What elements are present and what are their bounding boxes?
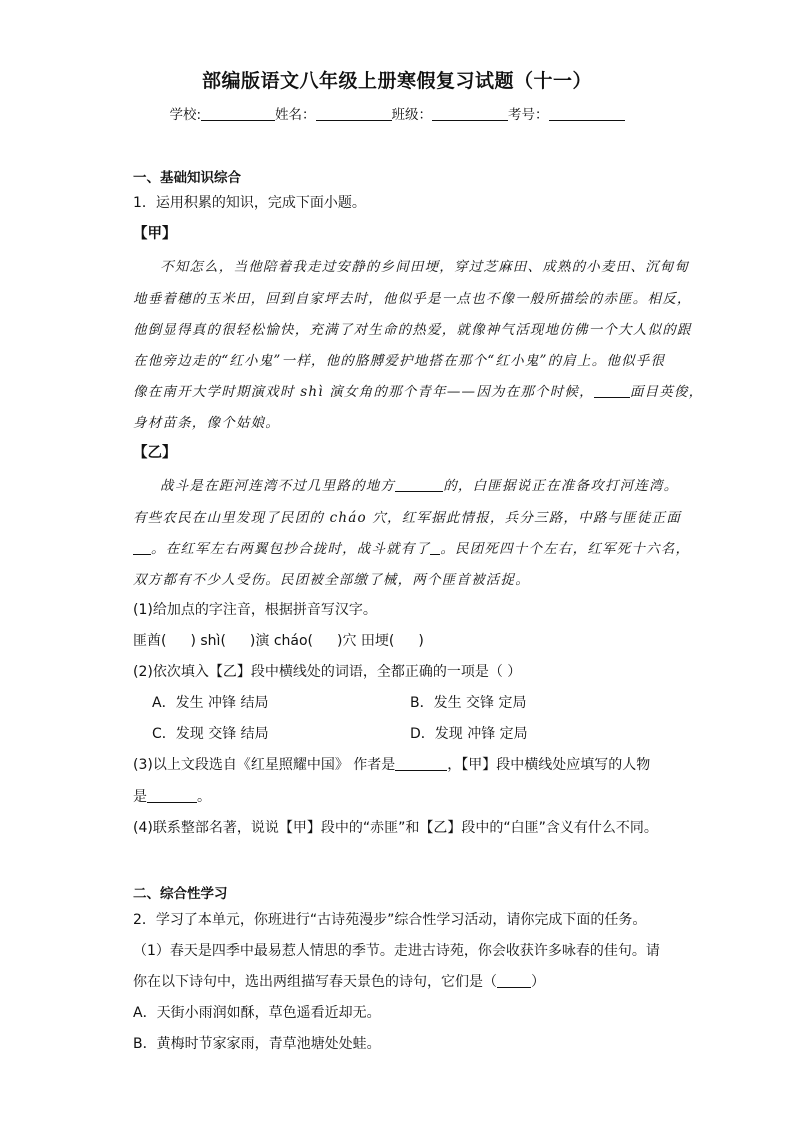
person-blank[interactable]	[147, 788, 197, 803]
item-close: )	[418, 633, 424, 649]
school-blank[interactable]	[201, 106, 275, 121]
jia-line-2: 地垂着穗的玉米田，回到自家坪去时，他似乎是一点也不像一般所描绘的赤匪。相反，	[133, 291, 692, 307]
yi-blank-2[interactable]	[133, 540, 151, 555]
page-title: 部编版语文八年级上册寒假复习试题（十一）	[201, 70, 592, 92]
section1-heading: 一、基础知识综合	[133, 170, 241, 186]
q2-1-line-1: （1）春天是四季中最易惹人情思的季节。走进古诗苑，你会收获许多咏春的佳句。请	[133, 943, 660, 959]
yi-line-1	[160, 474, 678, 494]
option-c[interactable]: C．发现 交锋 结局	[152, 726, 269, 742]
q2-stem: 2．学习了本单元，你班进行“古诗苑漫步”综合性学习活动，请你完成下面的任务。	[133, 912, 647, 928]
exam-no-label: 考号：	[508, 107, 549, 123]
option-a[interactable]: A．发生 冲锋 结局	[152, 695, 269, 711]
yi-blank-1[interactable]	[395, 477, 443, 492]
sub-question-1: (1)给加点的字注音，根据拼音写汉字。	[133, 602, 377, 618]
item-chao: )演 cháo(	[249, 633, 313, 649]
jia-line-1: 不知怎么，当他陪着我走过安静的乡间田埂，穿过芝麻田、成熟的小麦田、沉甸甸	[160, 259, 690, 275]
sub3-text-b: ，【甲】段中横线处应填写的人物	[447, 757, 651, 773]
jia-line-4: 在他旁边走的“红小鬼”一样，他的胳膊爱护地搭在那个“红小鬼”的肩上。他似乎很	[133, 353, 666, 369]
jia-line-5-text: 像在南开大学时期演戏时 shì 演女角的那个青年——因为在那个时候，	[133, 384, 594, 400]
sub3-text-d: 。	[197, 789, 211, 805]
yi-line-1-text: 战斗是在距河连湾不过几里路的地方	[160, 478, 396, 494]
q1-stem: 1．运用积累的知识，完成下面小题。	[133, 195, 366, 211]
sub-question-3-line-2	[133, 786, 211, 806]
option-b[interactable]: B．发生 交锋 定局	[410, 695, 527, 711]
yi-line-2: 有些农民在山里发现了民团的 cháo 穴，红军据此情报，兵分三路，中路与匪徒正面	[133, 510, 682, 526]
jia-line-5	[133, 380, 703, 400]
section2-heading: 二、综合性学习	[133, 886, 228, 902]
school-label: 学校:	[169, 107, 202, 123]
yi-line-4: 双方都有不少人受伤。民团被全部缴了械，两个匪首被活捉。	[133, 572, 530, 588]
sub3-text-a: (3)以上文段选自《红星照耀中国》 作者是	[133, 757, 396, 773]
jia-person-blank[interactable]	[594, 383, 630, 398]
sub-question-1-items	[133, 630, 424, 650]
student-info-line	[0, 103, 794, 123]
q2-option-a[interactable]: A．天街小雨润如酥，草色遥看近却无。	[133, 1005, 381, 1021]
class-blank[interactable]	[432, 106, 508, 121]
yi-line-3-text: 。在红军左右两翼包抄合拢时，战斗就有了	[151, 541, 431, 557]
q2-1-close: ）	[531, 974, 545, 990]
sub3-text-c: 是	[133, 789, 147, 805]
q2-1-line-2	[133, 971, 545, 991]
sub-question-2: (2)依次填入【乙】段中横线处的词语，全都正确的一项是（ ）	[133, 664, 522, 680]
q2-option-b[interactable]: B．黄梅时节家家雨，青草池塘处处蛙。	[133, 1036, 381, 1052]
yi-label: 【乙】	[133, 445, 177, 461]
name-label: 姓名：	[275, 107, 316, 123]
sub-question-3-line-1	[133, 754, 650, 774]
yi-line-3-tail: 。民团死四十个左右，红军死十六名，	[440, 541, 691, 557]
jia-line-6: 身材苗条，像个姑娘。	[133, 415, 280, 431]
q2-1-answer-blank[interactable]	[497, 973, 531, 988]
item-tian-geng: )穴 田埂(	[337, 633, 395, 649]
q2-1-text: 你在以下诗句中，选出两组描写春天景色的诗句，它们是（	[133, 974, 497, 990]
jia-line-5-tail: 面目英俊，	[629, 384, 704, 400]
item-shi: ) shì(	[190, 633, 226, 649]
yi-line-3	[133, 537, 690, 557]
exam-no-blank[interactable]	[549, 106, 625, 121]
option-d[interactable]: D．发现 冲锋 定局	[410, 726, 528, 742]
class-label: 班级：	[391, 107, 433, 123]
yi-blank-3[interactable]	[430, 540, 440, 555]
item-fei-qiu: 匪酋(	[133, 633, 167, 649]
jia-label: 【甲】	[133, 226, 177, 242]
jia-line-3: 他倒显得真的很轻松愉快，充满了对生命的热爱，就像神气活现地仿佛一个大人似的跟	[133, 322, 692, 338]
yi-line-1-tail: 的，白匪据说正在准备攻打河连湾。	[443, 478, 679, 494]
author-blank[interactable]	[395, 756, 447, 771]
sub-question-4: (4)联系整部名著，说说【甲】段中的“赤匪”和【乙】段中的“白匪”含义有什么不同。	[133, 820, 658, 836]
name-blank[interactable]	[316, 106, 392, 121]
